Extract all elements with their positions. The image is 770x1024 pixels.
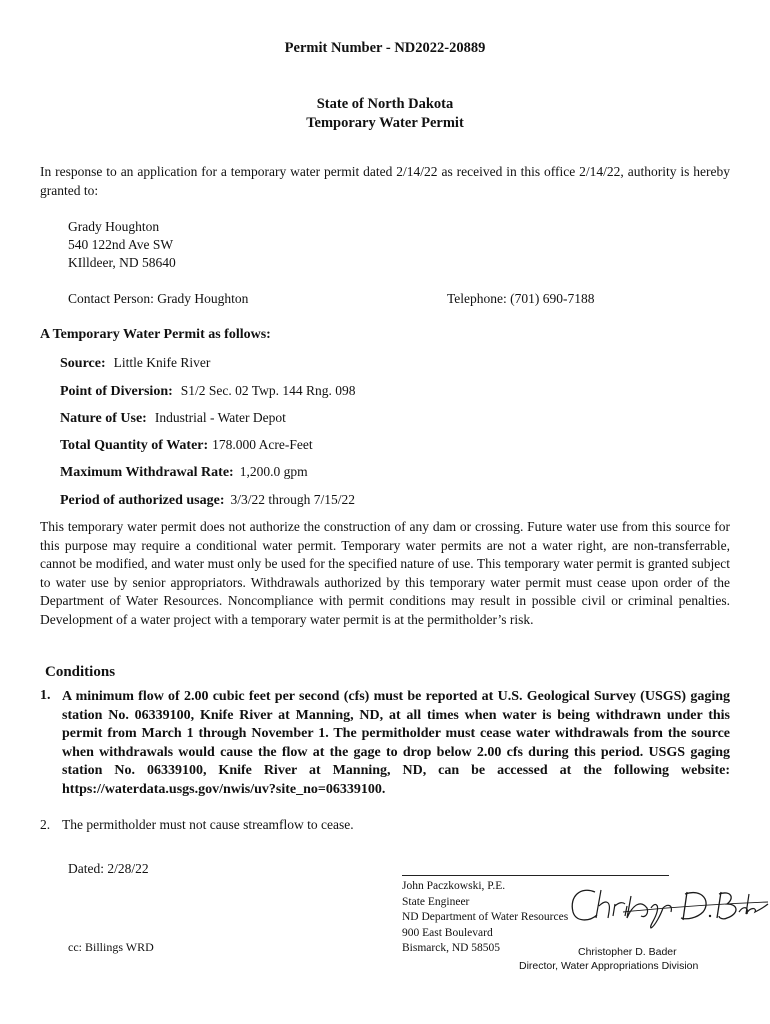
field-label: Source: <box>60 356 106 371</box>
disclaimer-paragraph: This temporary water permit does not authorize the construction of any dam or crossing. Future water use from this source for this purpose may require a conditional water permit. Temporary water permits are not a water right, are non-transferrable, cannot be modified, and water must only be used for the specified nature of use. This temporary water permit is granted subject to water use by senior appropriators. Withdrawals authorized by this temporary water permit must cease upon order of the Department of Water Resources. Noncompliance with permit conditions may result in possible civil or criminal penalties. Development of a water project with a temporary water permit is at the permitholder’s risk. <box>40 519 730 627</box>
field-source <box>60 354 210 372</box>
signer-title: Director, Water Appropriations Division <box>519 960 699 972</box>
grantee-block <box>68 218 176 272</box>
field-value: 3/3/22 through 7/15/22 <box>230 492 355 507</box>
document-title: Temporary Water Permit <box>306 115 464 131</box>
grantee-address-line2: KIlldeer, ND 58640 <box>68 255 176 270</box>
condition-2-text: The permitholder must not cause streamflow to cease. <box>62 817 354 832</box>
field-label: Total Quantity of Water: <box>60 438 209 453</box>
condition-1-text: A minimum flow of 2.00 cubic feet per second (cfs) must be reported at U.S. Geological Survey (USGS) gaging station No. 06339100, Knife River at Manning, ND, at all times when water is being withdrawn under this permit from March 1 through November 1. The permitholder must cease water withdrawals from the source when withdrawals would cause the flow at the gage to drop below 2.00 cfs during this period. USGS gaging station No. 06339100, Knife River at Manning, ND, can be accessed at the following website: https://waterdata.usgs.gov/nwis/uv?site_no=06339100. <box>62 689 730 797</box>
signer-name: Christopher D. Bader <box>578 946 677 958</box>
signatory-title: State Engineer <box>402 895 470 908</box>
field-point-of-diversion <box>60 382 355 400</box>
cc-line: cc: Billings WRD <box>68 940 154 954</box>
field-value: Little Knife River <box>113 355 211 370</box>
permit-number: Permit Number - ND2022-20889 <box>284 40 486 56</box>
signatory-city: Bismarck, ND 58505 <box>402 942 501 954</box>
signatory-department: ND Department of Water Resources <box>402 911 569 923</box>
telephone: Telephone: (701) 690-7188 <box>447 291 595 306</box>
field-nature-of-use <box>60 409 286 427</box>
date-line: Dated: 2/28/22 <box>68 861 149 876</box>
signatory-street: 900 East Boulevard <box>402 926 493 939</box>
field-max-withdrawal-rate <box>60 463 308 481</box>
field-value: Industrial - Water Depot <box>154 410 286 425</box>
field-label: Point of Diversion: <box>60 384 173 399</box>
permit-heading: A Temporary Water Permit as follows: <box>40 327 271 342</box>
intro-paragraph: In response to an application for a temporary water permit dated 2/14/22 as received in this office 2/14/22, authority is hereby granted to: <box>40 164 730 198</box>
grantee-name: Grady Houghton <box>68 219 160 234</box>
field-value: S1/2 Sec. 02 Twp. 144 Rng. 098 <box>180 383 356 398</box>
field-total-quantity <box>60 436 313 454</box>
handwritten-signature <box>563 882 770 932</box>
state-heading: State of North Dakota <box>316 96 454 112</box>
field-authorized-period <box>60 491 355 509</box>
condition-1-number: 1. <box>40 688 51 703</box>
contact-person: Contact Person: Grady Houghton <box>68 291 249 306</box>
signatory-name: John Paczkowski, P.E. <box>402 880 506 892</box>
field-label: Maximum Withdrawal Rate: <box>60 465 234 480</box>
field-label: Nature of Use: <box>60 411 147 426</box>
grantee-address-line1: 540 122nd Ave SW <box>68 237 174 252</box>
field-label: Period of authorized usage: <box>60 493 225 508</box>
field-value: 1,200.0 gpm <box>239 464 308 479</box>
field-value: 178.000 Acre-Feet <box>212 437 313 452</box>
condition-2-number: 2. <box>40 817 51 832</box>
signature-line <box>402 875 669 876</box>
signatory-block <box>402 879 568 957</box>
conditions-heading: Conditions <box>45 664 116 680</box>
